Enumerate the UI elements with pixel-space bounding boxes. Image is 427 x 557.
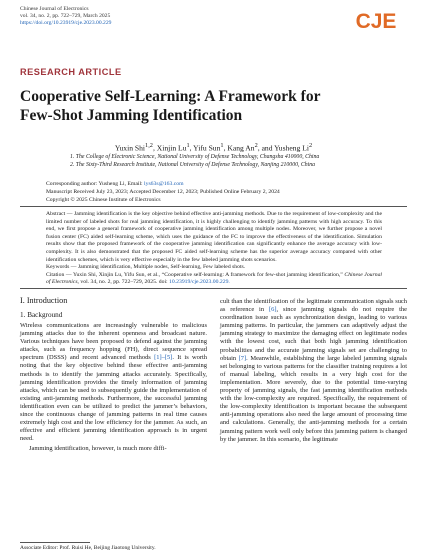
keywords-label: Keywords — <box>46 264 77 271</box>
logo-lettering: CJE <box>355 10 397 32</box>
journal-name: Chinese Journal of Electronics <box>20 6 89 12</box>
keywords-paragraph <box>46 264 382 272</box>
author-affil-sup: 2 <box>308 142 313 149</box>
manuscript-dates: Manuscript Received July 23, 2023; Accepted December 12, 2023; Published Online February 2, 2024 <box>46 188 280 195</box>
author-affil-sup: 1 <box>186 142 190 149</box>
abstract-text: Jamming identification is the key objective behind effective anti-jamming methods. Due to the requirement of low-complexity and the limited number of labeled shots for real jamming identification, it is highly challenging to identify jamming patterns with high accuracy. To this end, we first propose a general framework of cooperative jamming identification among multiple nodes. Moreover, we further propose a novel fusion center (FC) aided self-learning scheme, which uses the guidance of the FC to improve the effectiveness of the identification. Simulation results show that the proposed framework of the cooperative jamming identification can significantly enhance the average accuracy with low-complexity. It is also demonstrated that the proposed FC aided self-learning scheme has the superior average accuracy compared with other identification schemes, which is very effective especially in the few labeled jamming shots scenarios. <box>46 211 382 263</box>
affiliation-2: 2. The Sixty-Third Research Institute, National University of Defense Technology, Nanjing 210000, China <box>70 161 316 168</box>
divider-bottom <box>20 288 407 289</box>
author-name: , Kang An <box>223 143 255 153</box>
abstract-label: Abstract — <box>46 211 73 217</box>
body-paragraph: Jamming identification, however, is much more diffi- <box>29 445 167 453</box>
affiliation-1: 1. The College of Electronic Science, National University of Defense Technology, Changsha 410000, China <box>70 154 320 160</box>
footnote-rule <box>20 542 90 543</box>
body-text: . It is worth noting that the key objective behind these effective anti-jamming methods is to identify the jamming attacks accurately. Specifically, jamming identification provides the timely information of jamming attacks, which can be used to subsequently guide the implementation of existing anti-jamming methods. Furthermore, the successful jamming identification even can be utilized to predict the jammer’s behaviors, since the continuous change of jamming patterns in real time causes extremely high cost and the low efficiency for the jammer. As such, an effective and efficient jamming identification approach is in urgent need. <box>20 354 207 443</box>
author-affil-sup: 2 <box>254 142 258 149</box>
title-line-1: Cooperative Self-Learning: A Framework for <box>20 88 321 105</box>
citation-paragraph <box>46 272 382 287</box>
citation-link[interactable]: [7] <box>238 354 247 362</box>
correspondence-block <box>46 181 280 204</box>
title-line-2: Few-Shot Jamming Identification <box>20 107 243 124</box>
author-name: , Yifu Sun <box>189 143 221 153</box>
citation-label: Citation — <box>46 271 72 278</box>
right-column <box>220 298 407 444</box>
body-text: , since jamming signals do not require the coordination issue such as synchronization design, leading to various jamming patterns. In particular, the jammers can adaptively adjust the jamming strategy to maximize the damaging effect on legitimate nodes with the lowest cost, such that both high jamming identification probabilities and the accurate jamming signals set are challenging to obtain <box>220 306 407 362</box>
cje-logo <box>347 10 405 32</box>
header-doi-link[interactable]: https://doi.org/10.23919/cje.2023.00.229 <box>20 20 112 27</box>
copyright-line: Copyright © 2025 Chinese Institute of Electronics <box>46 196 161 203</box>
section-heading: I. Introduction <box>20 296 68 305</box>
article-type: RESEARCH ARTICLE <box>20 67 122 77</box>
citation-link[interactable]: [1]–[5] <box>154 354 173 362</box>
paper-title <box>20 87 400 125</box>
author-name: , and Yusheng Li <box>257 143 309 153</box>
author-name: , Xinjin Lu <box>152 143 187 153</box>
body-text: cult than the identification of the legitimate communication signals such as reference in <box>220 298 407 314</box>
citation-journal: Chinese Journal of Electronics <box>46 271 382 286</box>
author-list <box>0 142 427 153</box>
subsection-heading: 1. Background <box>20 311 63 319</box>
left-column <box>20 322 207 454</box>
body-text: Wireless communications are increasingly vulnerable to malicious jamming attacks due to the inherent openness and broadcast nature. Various techniques have been proposed to defend against the jamming attacks, such as frequency hopping (FH), direct sequence spread spectrum (DSSS) and recent advanced methods <box>20 322 207 362</box>
author-name: Yuxin Shi <box>114 143 146 153</box>
body-text: . Meanwhile, establishing the large labeled jamming signals set belonging to various patterns for the classifier training requires a lot of manual labeling, which results in a very high cost for the implementation. More severely, due to the potential time-varying property of jamming signals, the fast jamming identification methods with the low-complexity are required. Specifically, the requirement of the low-complexity identification is important because the subsequent anti-jamming operations also need the large amount of processing time and calculations. Generally, the anti-jamming methods for a certain jamming pattern work well only before this jamming pattern is changed by the jammer. In this scenario, the legitimate <box>220 354 407 443</box>
affiliations <box>70 154 319 170</box>
author-affil-sup: 1 <box>220 142 224 149</box>
author-affil-sup: 1,2 <box>145 142 153 149</box>
citation-details: , vol. 34, no. 2, pp. 722–729, 2025. doi: <box>77 279 170 286</box>
citation-text: Yuxin Shi, Xinjin Lu, Yifu Sun, et al., “Cooperative self-learning: A framework for few-shot jamming identification,” <box>72 271 343 278</box>
divider-top <box>20 206 407 207</box>
footnote: Associate Editor: Prof. Ruisi He, Beijing Jiaotong University. <box>20 545 156 551</box>
volume-line: vol. 34, no. 2, pp. 722–729, March 2025 <box>20 13 111 20</box>
keywords-text: Jamming identification, Multiple nodes, Self-learning, Few labeled shots. <box>77 264 246 271</box>
body-paragraph <box>20 322 207 443</box>
email-link[interactable]: lys63s@163.com <box>144 181 184 187</box>
abstract-block <box>46 211 382 287</box>
corresponding-author <box>46 181 280 189</box>
citation-link[interactable]: [6] <box>268 306 277 314</box>
abstract-paragraph <box>46 211 382 264</box>
citation-doi-link[interactable]: 10.23919/cje.2023.00.229. <box>169 279 230 286</box>
body-paragraph <box>220 298 407 444</box>
journal-header <box>20 6 111 28</box>
corresponding-label: Corresponding author: Yusheng Li, Email: <box>46 181 145 187</box>
